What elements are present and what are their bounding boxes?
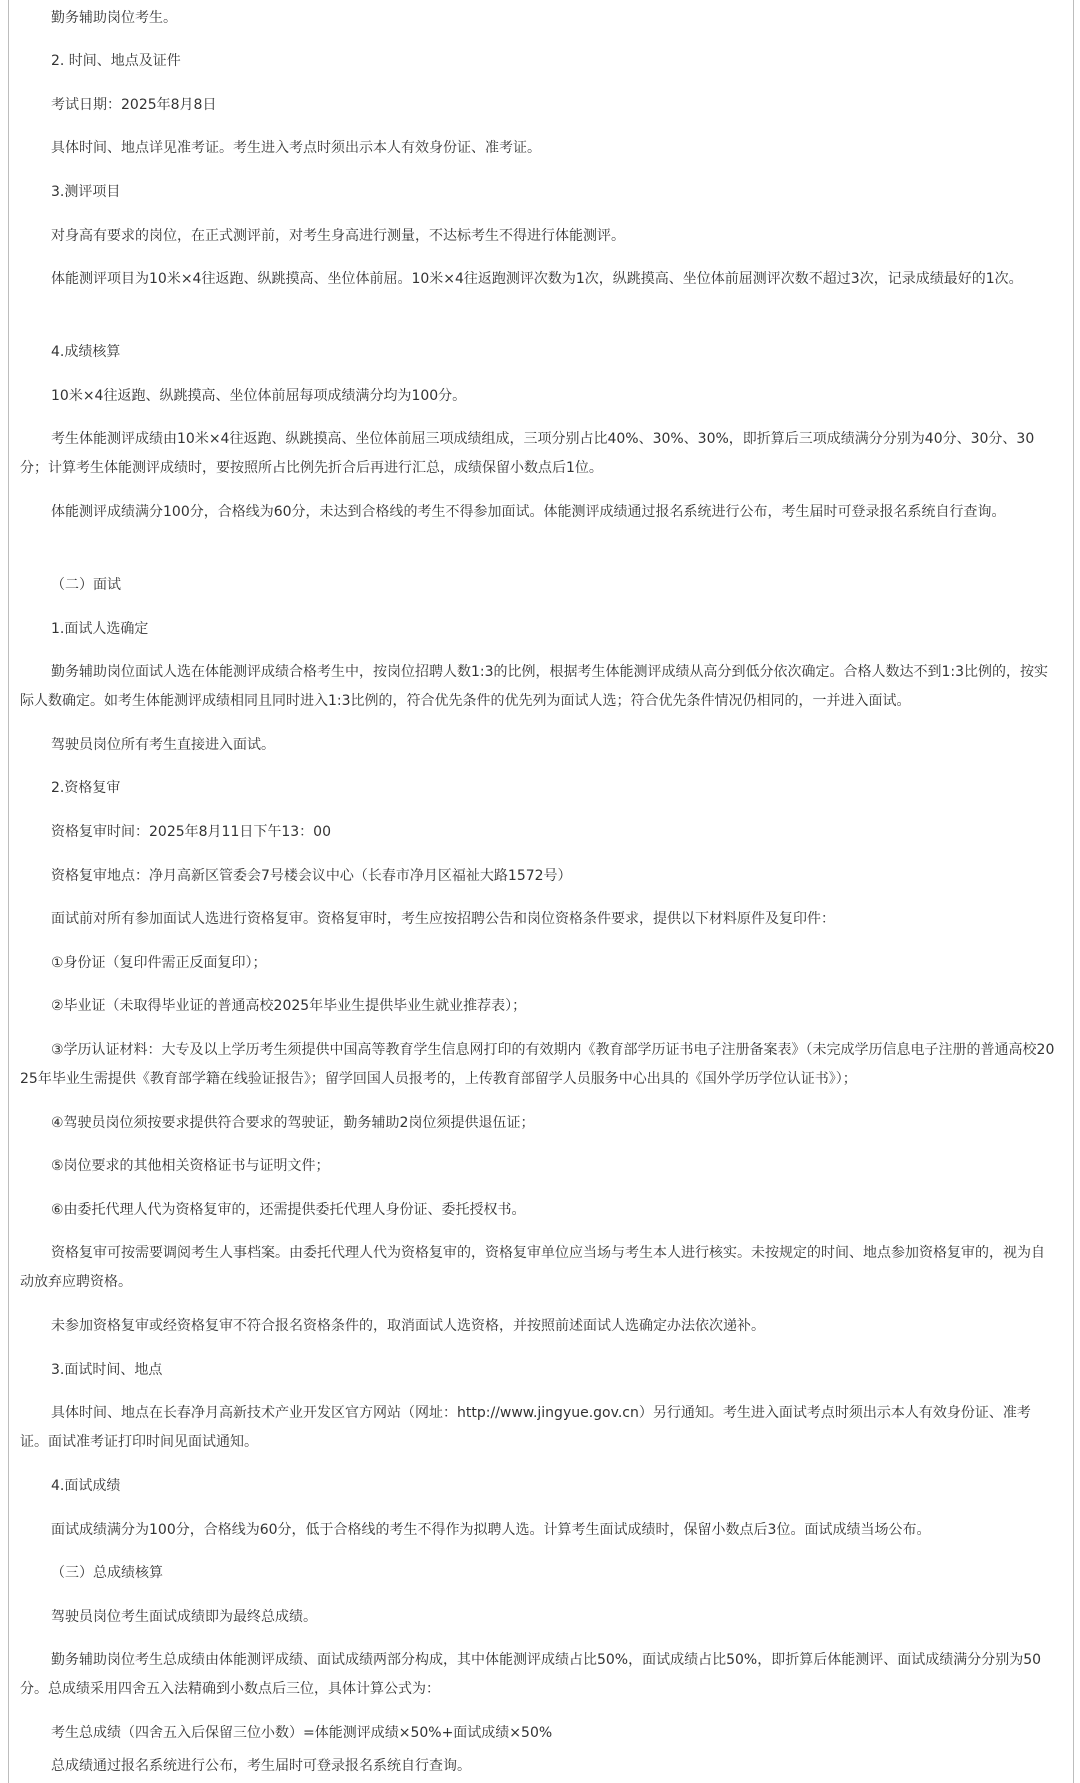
paragraph: 资格复审时间：2025年8月11日下午13：00 bbox=[51, 824, 331, 840]
paragraph: 未参加资格复审或经资格复审不符合报名资格条件的，取消面试人选资格，并按照前述面试人选确定办法依次递补。 bbox=[51, 1318, 765, 1334]
paragraph: 对身高有要求的岗位，在正式测评前，对考生身高进行测量，不达标考生不得进行体能测评。 bbox=[51, 228, 625, 244]
paragraph: 驾驶员岗位考生面试成绩即为最终总成绩。 bbox=[51, 1609, 317, 1625]
list-item: ③学历认证材料：大专及以上学历考生须提供中国高等教育学生信息网打印的有效期内《教育部学历证书电子注册备案表》（未完成学历信息电子注册的普通高校2025年毕业生需提供《教育部学籍在线验证报告》；留学回国人员报考的，上传教育部留学人员服务中心出具的《国外学历学位认证书》）； bbox=[20, 1042, 1055, 1087]
section-heading: （二）面试 bbox=[51, 577, 121, 593]
section-heading: 4.成绩核算 bbox=[51, 344, 121, 360]
paragraph: 资格复审可按需要调阅考生人事档案。由委托代理人代为资格复审的，资格复审单位应当场与考生本人进行核实。未按规定的时间、地点参加资格复审的，视为自动放弃应聘资格。 bbox=[20, 1245, 1045, 1290]
section-heading: 4.面试成绩 bbox=[51, 1478, 121, 1494]
paragraph: 总成绩通过报名系统进行公布，考生届时可登录报名系统自行查询。 bbox=[51, 1758, 471, 1774]
paragraph: 资格复审地点：净月高新区管委会7号楼会议中心（长春市净月区福祉大路1572号） bbox=[51, 868, 572, 884]
list-item: ①身份证（复印件需正反面复印）； bbox=[51, 955, 267, 971]
section-heading: （三）总成绩核算 bbox=[51, 1565, 163, 1581]
list-item: ②毕业证（未取得毕业证的普通高校2025年毕业生提供毕业生就业推荐表）； bbox=[51, 998, 527, 1014]
paragraph: 驾驶员岗位所有考生直接进入面试。 bbox=[51, 737, 275, 753]
paragraph: 考生体能测评成绩由10米×4往返跑、纵跳摸高、坐位体前屈三项成绩组成，三项分别占比40%、30%、30%，即折算后三项成绩满分分别为40分、30分、30分；计算考生体能测评成绩时，要按照所占比例先折合后再进行汇总，成绩保留小数点后1位。 bbox=[20, 431, 1035, 476]
section-heading: 3.面试时间、地点 bbox=[51, 1362, 163, 1378]
section-heading: 2.资格复审 bbox=[51, 780, 121, 796]
list-item: ⑥由委托代理人代为资格复审的，还需提供委托代理人身份证、委托授权书。 bbox=[51, 1202, 526, 1218]
paragraph: 面试前对所有参加面试人选进行资格复审。资格复审时，考生应按招聘公告和岗位资格条件要求，提供以下材料原件及复印件： bbox=[51, 911, 835, 927]
paragraph: 勤务辅助岗位考生总成绩由体能测评成绩、面试成绩两部分构成，其中体能测评成绩占比50%，面试成绩占比50%，即折算后体能测评、面试成绩满分分别为50分。总成绩采用四舍五入法精确到小数点后三位，具体计算公式为： bbox=[20, 1652, 1042, 1697]
formula: 考生总成绩（四舍五入后保留三位小数）=体能测评成绩×50%+面试成绩×50% bbox=[51, 1725, 553, 1741]
paragraph: 勤务辅助岗位面试人选在体能测评成绩合格考生中，按岗位招聘人数1:3的比例，根据考生体能测评成绩从高分到低分依次确定。合格人数达不到1:3比例的，按实际人数确定。如考生体能测评成绩相同且同时进入1:3比例的，符合优先条件的优先列为面试人选；符合优先条件情况仍相同的，一并进入面试。 bbox=[20, 664, 1049, 709]
list-item: ⑤岗位要求的其他相关资格证书与证明文件； bbox=[51, 1158, 330, 1174]
paragraph: 10米×4往返跑、纵跳摸高、坐位体前屈每项成绩满分均为100分。 bbox=[51, 388, 467, 404]
paragraph: 具体时间、地点在长春净月高新技术产业开发区官方网站（网址：http://www.jingyue.gov.cn）另行通知。考生进入面试考点时须出示本人有效身份证、准考证。面试准考证打印时间见面试通知。 bbox=[20, 1405, 1031, 1450]
list-item: ④驾驶员岗位须按要求提供符合要求的驾驶证，勤务辅助2岗位须提供退伍证； bbox=[51, 1115, 535, 1131]
section-heading: 1.面试人选确定 bbox=[51, 621, 149, 637]
paragraph: 体能测评成绩满分100分，合格线为60分，未达到合格线的考生不得参加面试。体能测评成绩通过报名系统进行公布，考生届时可登录报名系统自行查询。 bbox=[51, 504, 1006, 520]
paragraph: 面试成绩满分为100分，合格线为60分，低于合格线的考生不得作为拟聘人选。计算考生面试成绩时，保留小数点后3位。面试成绩当场公布。 bbox=[51, 1522, 931, 1538]
paragraph: 勤务辅助岗位考生。 bbox=[51, 10, 177, 26]
paragraph: 体能测评项目为10米×4往返跑、纵跳摸高、坐位体前屈。10米×4往返跑测评次数为1次，纵跳摸高、坐位体前屈测评次数不超过3次，记录成绩最好的1次。 bbox=[51, 271, 1023, 287]
section-heading: 2. 时间、地点及证件 bbox=[51, 53, 181, 69]
paragraph: 具体时间、地点详见准考证。考生进入考点时须出示本人有效身份证、准考证。 bbox=[51, 140, 541, 156]
paragraph: 考试日期：2025年8月8日 bbox=[51, 97, 217, 113]
section-heading: 3.测评项目 bbox=[51, 184, 121, 200]
